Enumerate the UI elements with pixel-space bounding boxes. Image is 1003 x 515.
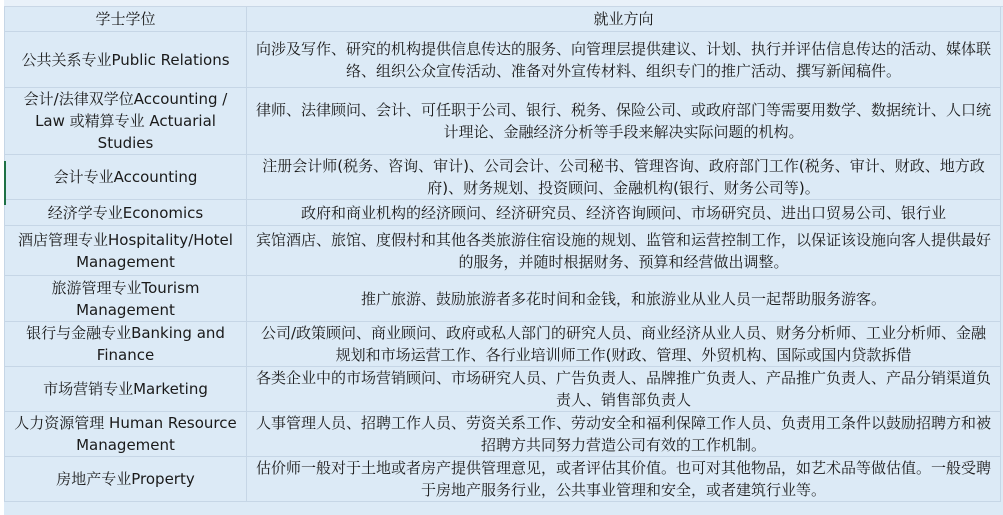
cell-direction[interactable]: 宾馆酒店、旅馆、度假村和其他各类旅游住宿设施的规划、监管和运营控制工作，以保证该设施向客人提供最好的服务，并随时根据财务、预算和经营做出调整。: [247, 226, 1001, 276]
cell-direction[interactable]: 推广旅游、鼓励旅游者多花时间和金钱，和旅游业从业人员一起帮助服务游客。: [247, 276, 1001, 322]
table-row: [5, 412, 1001, 457]
table-row: [5, 457, 1001, 502]
cell-direction[interactable]: 估价师一般对于土地或者房产提供管理意见，或者评估其价值。也可对其他物品，如艺术品等做估值。一般受聘于房地产服务行业，公共事业管理和安全，或者建筑行业等。: [247, 457, 1001, 502]
cell-direction[interactable]: 公司/政策顾问、商业顾问、政府或私人部门的研究人员、商业经济从业人员、财务分析师、工业分析师、金融规划和市场运营工作、各行业培训师工作(财政、管理、外贸机构、国际或国内贷款拆借: [247, 322, 1001, 367]
table-row: [5, 322, 1001, 367]
table-row: [5, 88, 1001, 155]
cell-major[interactable]: 银行与金融专业Banking and Finance: [5, 322, 247, 367]
cell-major[interactable]: 经济学专业Economics: [5, 200, 247, 226]
table-row: [5, 32, 1001, 88]
cell-major[interactable]: 人力资源管理 Human Resource Management: [5, 412, 247, 457]
table-row: [5, 226, 1001, 276]
header-direction[interactable]: 就业方向: [247, 7, 1001, 32]
table-row: [5, 276, 1001, 322]
cell-major[interactable]: 公共关系专业Public Relations: [5, 32, 247, 88]
header-row: [5, 7, 1001, 32]
cell-direction[interactable]: 向涉及写作、研究的机构提供信息传达的服务、向管理层提供建议、计划、执行并评估信息传达的活动、媒体联络、组织公众宣传活动、准备对外宣传材料、组织专门的推广活动、撰写新闻稿件。: [247, 32, 1001, 88]
header-major[interactable]: 学士学位: [5, 7, 247, 32]
top-strip: [0, 0, 1003, 7]
cell-direction[interactable]: 政府和商业机构的经济顾问、经济研究员、经济咨询顾问、市场研究员、进出口贸易公司、银行业: [247, 200, 1001, 226]
table-row: [5, 200, 1001, 226]
cell-major[interactable]: 会计专业Accounting: [5, 155, 247, 200]
table-row: [5, 155, 1001, 200]
cell-major[interactable]: 会计/法律双学位Accounting / Law 或精算专业 Actuarial Studies: [5, 88, 247, 155]
cell-direction[interactable]: 人事管理人员、招聘工作人员、劳资关系工作、劳动安全和福利保障工作人员、负责用工条件以鼓励招聘方和被招聘方共同努力营造公司有效的工作机制。: [247, 412, 1001, 457]
table-row: [5, 367, 1001, 412]
row-selection-marker: [4, 161, 6, 205]
cell-major[interactable]: 市场营销专业Marketing: [5, 367, 247, 412]
careers-table: [4, 6, 1001, 502]
cell-direction[interactable]: 各类企业中的市场营销顾问、市场研究人员、广告负责人、品牌推广负责人、产品推广负责人、产品分销渠道负责人、销售部负责人: [247, 367, 1001, 412]
cell-major[interactable]: 酒店管理专业Hospitality/Hotel Management: [5, 226, 247, 276]
cell-direction[interactable]: 注册会计师(税务、咨询、审计)、公司会计、公司秘书、管理咨询、政府部门工作(税务、审计、财政、地方政府)、财务规划、投资顾问、金融机构(银行、财务公司等)。: [247, 155, 1001, 200]
cell-direction[interactable]: 律师、法律顾问、会计、可任职于公司、银行、税务、保险公司、或政府部门等需要用数学、数据统计、人口统计理论、金融经济分析等手段来解决实际问题的机构。: [247, 88, 1001, 155]
cell-major[interactable]: 房地产专业Property: [5, 457, 247, 502]
cell-major[interactable]: 旅游管理专业Tourism Management: [5, 276, 247, 322]
